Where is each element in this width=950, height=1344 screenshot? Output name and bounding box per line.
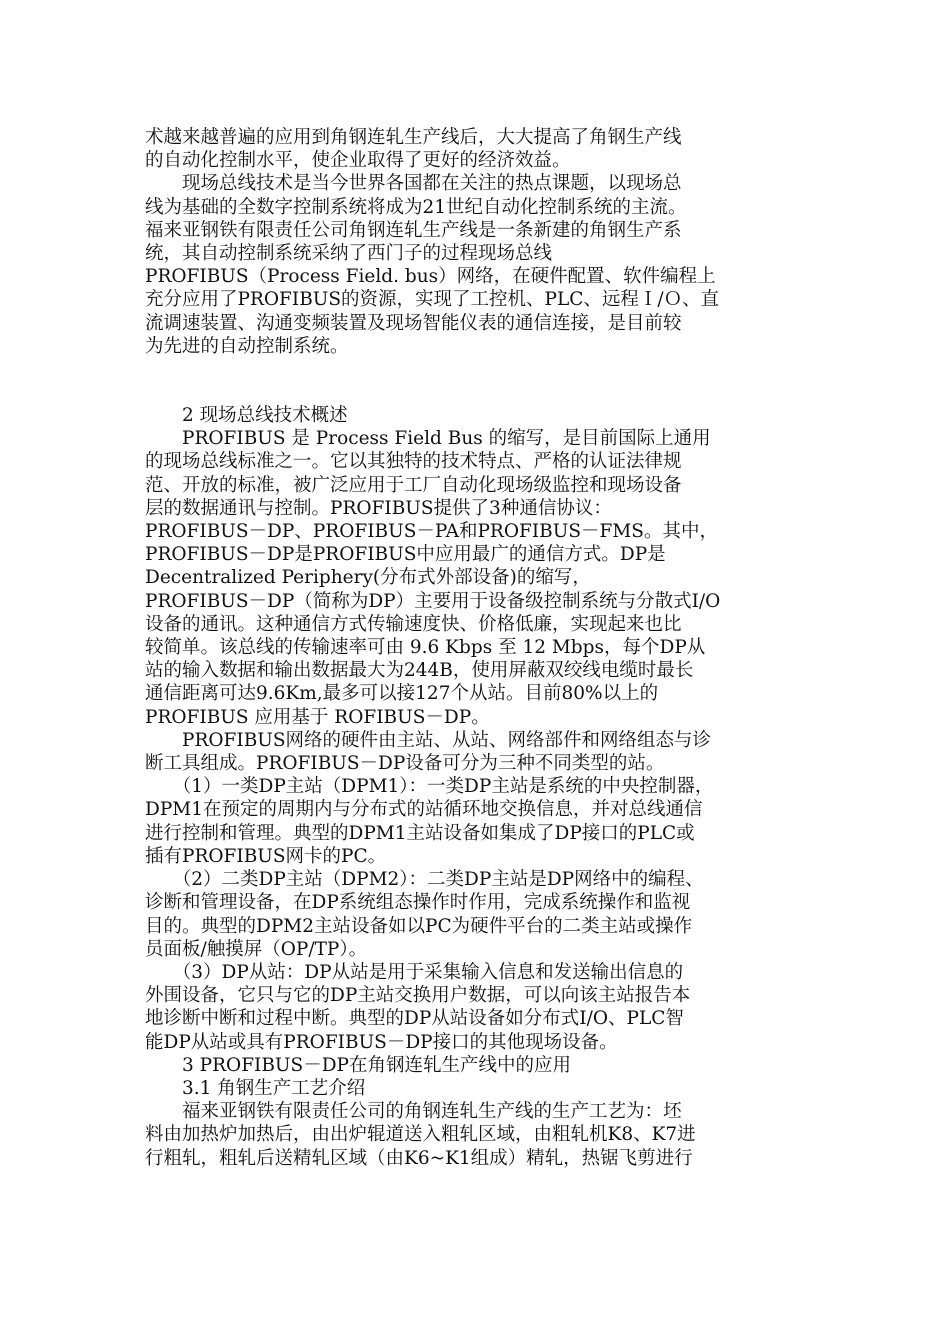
text-line: PROFIBUS 应用基于 ROFIBUS－DP。	[145, 706, 490, 728]
text-line: 线为基础的全数字控制系统将成为21世纪自动化控制系统的主流。	[145, 196, 687, 218]
text-line: （1）一类DP主站（DPM1）：一类DP主站是系统的中央控制器，	[145, 776, 714, 798]
text-line: 目的。典型的DPM2主站设备如以PC为硬件平台的二类主站或操作	[145, 915, 693, 937]
text-line: 为先进的自动控制系统。	[145, 335, 349, 357]
text-line: PROFIBUS－DP（简称为DP）主要用于设备级控制系统与分散式I/O	[145, 590, 721, 612]
text-line: 插有PROFIBUS网卡的PC。	[145, 845, 387, 867]
text-line: 3.1 角钢生产工艺介绍	[145, 1077, 366, 1099]
text-line: 诊断和管理设备，在DP系统组态操作时作用，完成系统操作和监视	[145, 892, 691, 914]
text-line: 3 PROFIBUS－DP在角钢连轧生产线中的应用	[145, 1054, 571, 1076]
text-line: Decentralized Periphery(分布式外部设备)的缩写，	[145, 567, 591, 589]
text-line: 现场总线技术是当今世界各国都在关注的热点课题，以现场总	[145, 173, 682, 195]
text-line: 地诊断中断和过程中断。典型的DP从站设备如分布式I/O、PLC智	[145, 1008, 684, 1030]
section-heading: 2 现场总线技术概述	[145, 405, 348, 427]
text-line: 断工具组成。PROFIBUS－DP设备可分为三种不同类型的站。	[145, 753, 665, 775]
text-line: 流调速装置、沟通变频装置及现场智能仪表的通信连接，是目前较	[145, 312, 682, 334]
text-line: 通信距离可达9.6Km,最多可以接127个从站。目前80%以上的	[145, 683, 659, 705]
document-body	[145, 126, 815, 1170]
text-line: 统，其自动控制系统采纳了西门子的过程现场总线	[145, 243, 553, 265]
paragraph-spacer	[145, 358, 815, 404]
text-line: DPM1在预定的周期内与分布式的站循环地交换信息，并对总线通信	[145, 799, 703, 821]
text-line: 福来亚钢铁有限责任公司的角钢连轧生产线的生产工艺为：坯	[145, 1101, 682, 1123]
text-line: 外围设备，它只与它的DP主站交换用户数据，可以向该主站报告本	[145, 985, 691, 1007]
text-line: 进行控制和管理。典型的DPM1主站设备如集成了DP接口的PLC或	[145, 822, 695, 844]
section-heading: 料由加热炉加热后，由出炉辊道送入粗轧区域，由粗轧机K8、K7进	[145, 1124, 696, 1146]
text-line: 能DP从站或具有PROFIBUS－DP接口的其他现场设备。	[145, 1031, 618, 1053]
text-line: PROFIBUS网络的硬件由主站、从站、网络部件和网络组态与诊	[145, 729, 712, 751]
section-fieldbus-overview	[145, 404, 815, 1170]
paragraph-intro-tail	[145, 126, 815, 172]
text-line: 范、开放的标准，被广泛应用于工厂自动化现场级监控和现场设备	[145, 474, 682, 496]
text-line: 的现场总线标准之一。它以其独特的技术特点、严格的认证法律规	[145, 451, 682, 473]
text-line: （3）DP从站：DP从站是用于采集输入信息和发送输出信息的	[145, 961, 684, 983]
text-line: 站的输入数据和输出数据最大为244B，使用屏蔽双绞线电缆时最长	[145, 660, 694, 682]
paragraph-fieldbus-intro	[145, 172, 815, 358]
text-line: 的自动化控制水平，使企业取得了更好的经济效益。	[145, 150, 571, 172]
text-line: 较简单。该总线的传输速率可由 9.6 Kbps 至 12 Mbps，每个DP从	[145, 637, 706, 659]
text-line: 层的数据通讯与控制。PROFIBUS提供了3种通信协议：	[145, 497, 612, 519]
text-line: 充分应用了PROFIBUS的资源，实现了工控机、PLC、远程Ｉ/Ｏ、直	[145, 289, 720, 311]
text-line: （2）二类DP主站（DPM2）：二类DP主站是DP网络中的编程、	[145, 869, 704, 891]
text-line: PROFIBUS（Process Field. bus）网络，在硬件配置、软件编程上	[145, 266, 716, 288]
text-line: 设备的通讯。这种通信方式传输速度快、价格低廉，实现起来也比	[145, 613, 682, 635]
text-line: PROFIBUS－DP、PROFIBUS－PA和PROFIBUS－FMS。其中，	[145, 521, 718, 543]
text-line: 福来亚钢铁有限责任公司角钢连轧生产线是一条新建的角钢生产系	[145, 219, 682, 241]
text-line: PROFIBUS－DP是PROFIBUS中应用最广的通信方式。DP是	[145, 544, 666, 566]
subsection-heading: 行粗轧，粗轧后送精轧区域（由K6~K1组成）精轧，热锯飞剪进行	[145, 1147, 693, 1169]
text-line: PROFIBUS 是 Process Field Bus 的缩写，是目前国际上通用	[145, 428, 711, 450]
text-line: 术越来越普遍的应用到角钢连轧生产线后，大大提高了角钢生产线	[145, 127, 682, 148]
text-line: 员面板/触摸屏（OP/TP）。	[145, 938, 368, 960]
